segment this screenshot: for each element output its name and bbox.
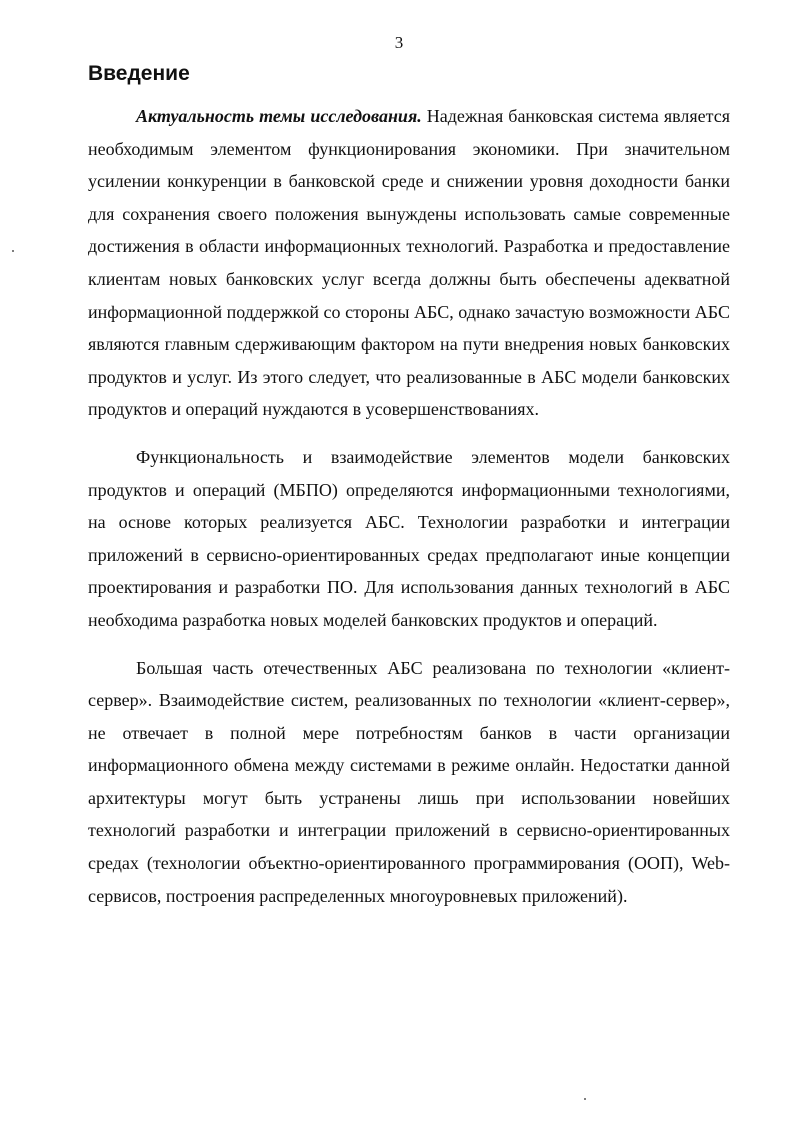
paragraph-text: Надежная банковская система является необходимым элементом функционирования экономики. При значительном усилении конкуренции в банковской среде и снижении уровня доходности банки для сохранения своего положения вынуждены использовать самые современные достижения в области информационных технологий. Разработка и предоставление клиентам новых банковских услуг всегда должны быть обеспечены адекватной информационной поддержкой со стороны АБС, однако зачастую возможности АБС являются главным сдерживающим фактором на пути внедрения новых банковских продуктов и услуг. Из этого следует, что реализованные в АБС модели банковских продуктов и операций нуждаются в усовершенствованиях. [88, 106, 730, 420]
scan-speck [12, 250, 14, 252]
page-number: 3 [394, 33, 404, 52]
paragraph-relevance [88, 100, 730, 426]
section-heading: Введение [88, 62, 190, 85]
paragraph-architecture: Большая часть отечественных АБС реализована по технологии «клиент-сервер». Взаимодействие систем, реализованных по технологии «клиент-сервер», не отвечает в полной мере потребностям банков в части организации информационного обмена между системами в режиме онлайн. Недостатки данной архитектуры могут быть устранены лишь при использовании новейших технологий разработки и интеграции приложений в сервисно-ориентированных средах (технологии объектно-ориентированного программирования (ООП), Web-сервисов, построения распределенных многоуровневых приложений). [88, 657, 730, 906]
paragraph-functionality: Функциональность и взаимодействие элементов модели банковских продуктов и операций (МБПО) определяются информационными технологиями, на основе которых реализуется АБС. Технологии разработки и интеграции приложений в сервисно-ориентированных средах предполагают иные концепции проектирования и разработки ПО. Для использования данных технологий в АБС необходима разработка новых моделей банковских продуктов и операций. [88, 446, 730, 630]
scan-speck [584, 1098, 586, 1100]
body-text [88, 100, 730, 912]
paragraph-lead: Актуальность темы исследования. [136, 106, 422, 126]
